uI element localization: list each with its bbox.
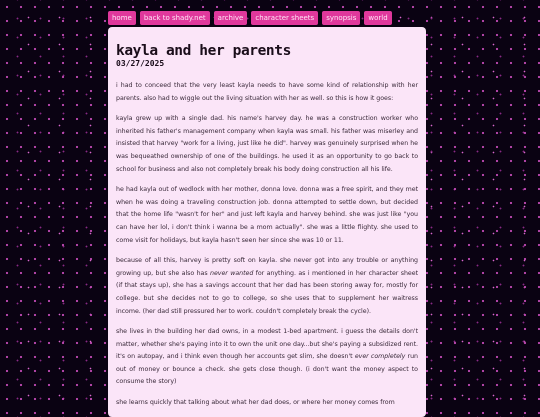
post-paragraph: she learns quickly that talking about what her dad does, or where her money comes from <box>116 399 395 407</box>
nav-back-to-shady-link[interactable]: back to shady.net <box>140 11 210 25</box>
post-paragraph: he had kayla out of wedlock with her mother, donna love. donna was a free spirit, and they met when he was doing a traveling construction job. donna attempted to settle down, but decided that the home life "wasn't for her" and just left kayla and harvey behind. she was just like "you can have her lol, i don't think i wanna be a mom actually". she was a little flighty. she used to come visit for holidays, but kayla hasn't seen her since she was 10 or 11. <box>116 186 418 244</box>
top-nav <box>108 11 392 25</box>
nav-character-sheets-link[interactable]: character sheets <box>251 11 318 25</box>
post-paragraph: i had to conceed that the very least kayla needs to have some kind of relationship with her parents. also had to wiggle out the living situation with her as well. so this is how it goes: <box>116 82 418 102</box>
post-card <box>108 27 426 417</box>
post-paragraph: she lives in the building her dad owns, in a modest 1-bed apartment. i guess the details don't matter, whether she's paying into it to own the unit one day...but she's paying a subsidized rent. it's on autopay, and i think even though her accounts get slim, she doesn't ever completely run out of money or bounce a check. she gets close though. (i don't want the money aspect to consume the story) <box>116 328 418 386</box>
post-title: kayla and her parents <box>116 43 291 59</box>
nav-synopsis-link[interactable]: synopsis <box>322 11 360 25</box>
post-date: 03/27/2025 <box>116 59 165 68</box>
nav-archive-link[interactable]: archive <box>214 11 248 25</box>
post-body <box>108 80 426 410</box>
post-paragraph: kayla grew up with a single dad. his name's harvey day. he was a construction worker who inherited his father's management company when kayla was small. his father was miserley and insisted that harvey "work for a living, just like he did". harvey was genuinely surprised when he was bequeathed ownership of one of the buildings. he used it as an opportunity to go back to school for business and also not completely break his body doing construction all his life. <box>116 115 418 173</box>
nav-world-link[interactable]: world <box>364 11 391 25</box>
post-paragraph: because of all this, harvey is pretty soft on kayla. she never got into any trouble or anything growing up, but she also has never wanted for anything. as i mentioned in her character sheet (if that stays up), she has a savings account that her dad has been storing away for, mostly for college. but she decides not to go to college, so she uses that to supplement her waitress income. (her dad still pressured her to work. couldn't completely break the cycle). <box>116 257 418 315</box>
nav-home-link[interactable]: home <box>108 11 136 25</box>
